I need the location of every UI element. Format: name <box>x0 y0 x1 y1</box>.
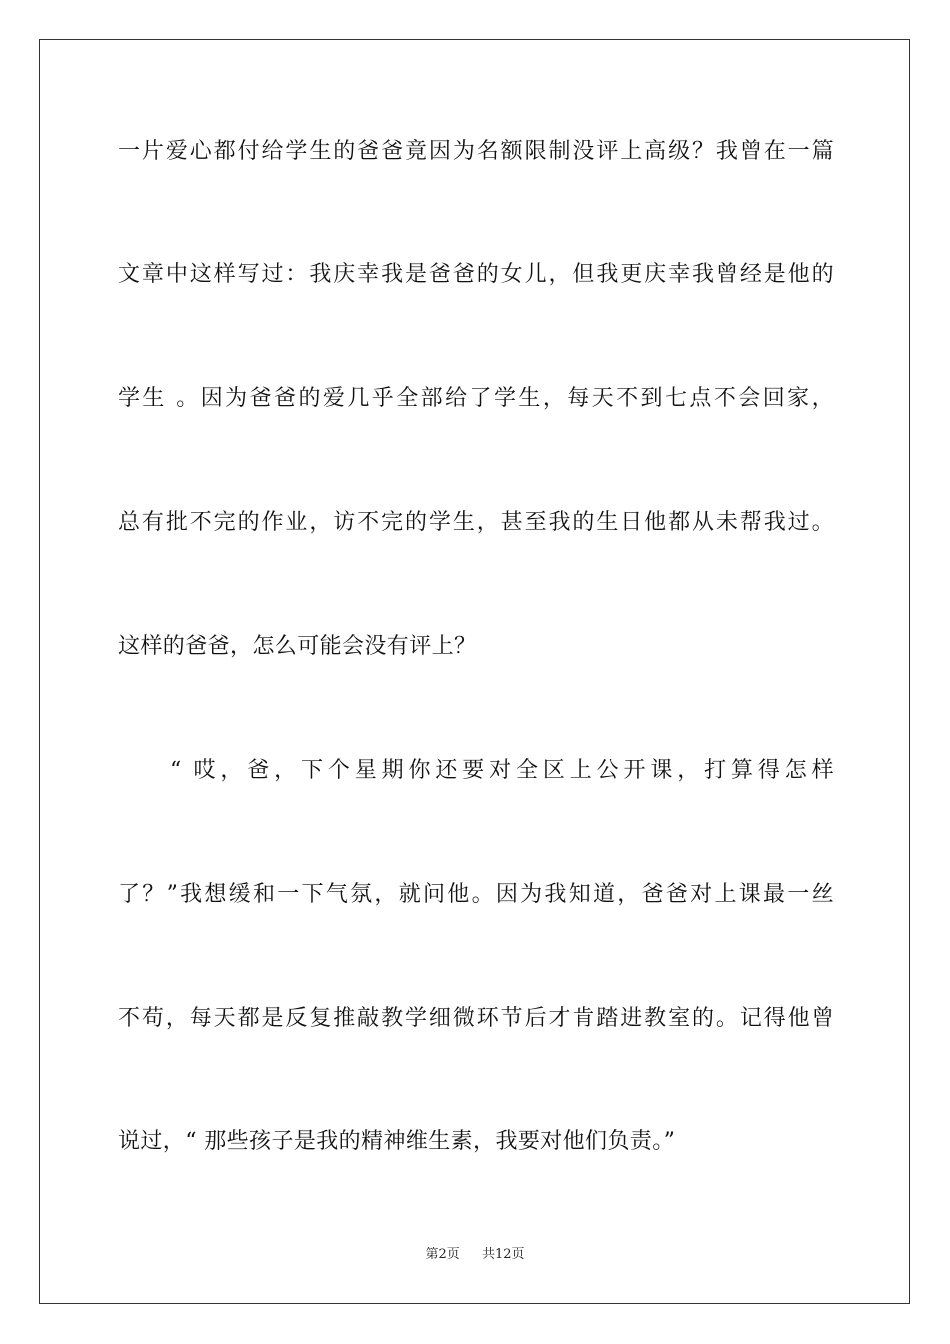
page-footer <box>0 1246 950 1264</box>
total-page-count: 共12页 <box>482 1247 525 1262</box>
paragraph-line: 学生 。因为爸爸的爱几乎全部给了学生，每天不到七点不会回家， <box>118 386 834 411</box>
paragraph-line: “ 哎，爸，下个星期你还要对全区上公开课，打算得怎样 <box>170 758 834 783</box>
paragraph-line: 总有批不完的作业，访不完的学生，甚至我的生日他都从未帮我过。 <box>118 510 834 535</box>
paragraph-line: 不苟，每天都是反复推敲教学细微环节后才肯踏进教室的。记得他曾 <box>118 1006 834 1031</box>
paragraph-line: 一片爱心都付给学生的爸爸竟因为名额限制没评上高级？我曾在一篇 <box>118 139 834 164</box>
page-border <box>39 39 910 1304</box>
current-page-number: 第2页 <box>425 1247 460 1262</box>
paragraph-line: 这样的爸爸，怎么可能会没有评上？ <box>118 634 477 659</box>
paragraph-line: 说过，“ 那些孩子是我的精神维生素，我要对他们负责。” <box>118 1129 676 1154</box>
paragraph-line: 了？”我想缓和一下气氛，就问他。因为我知道，爸爸对上课最一丝 <box>118 882 834 907</box>
paragraph-line: 文章中这样写过：我庆幸我是爸爸的女儿，但我更庆幸我曾经是他的 <box>118 262 834 287</box>
